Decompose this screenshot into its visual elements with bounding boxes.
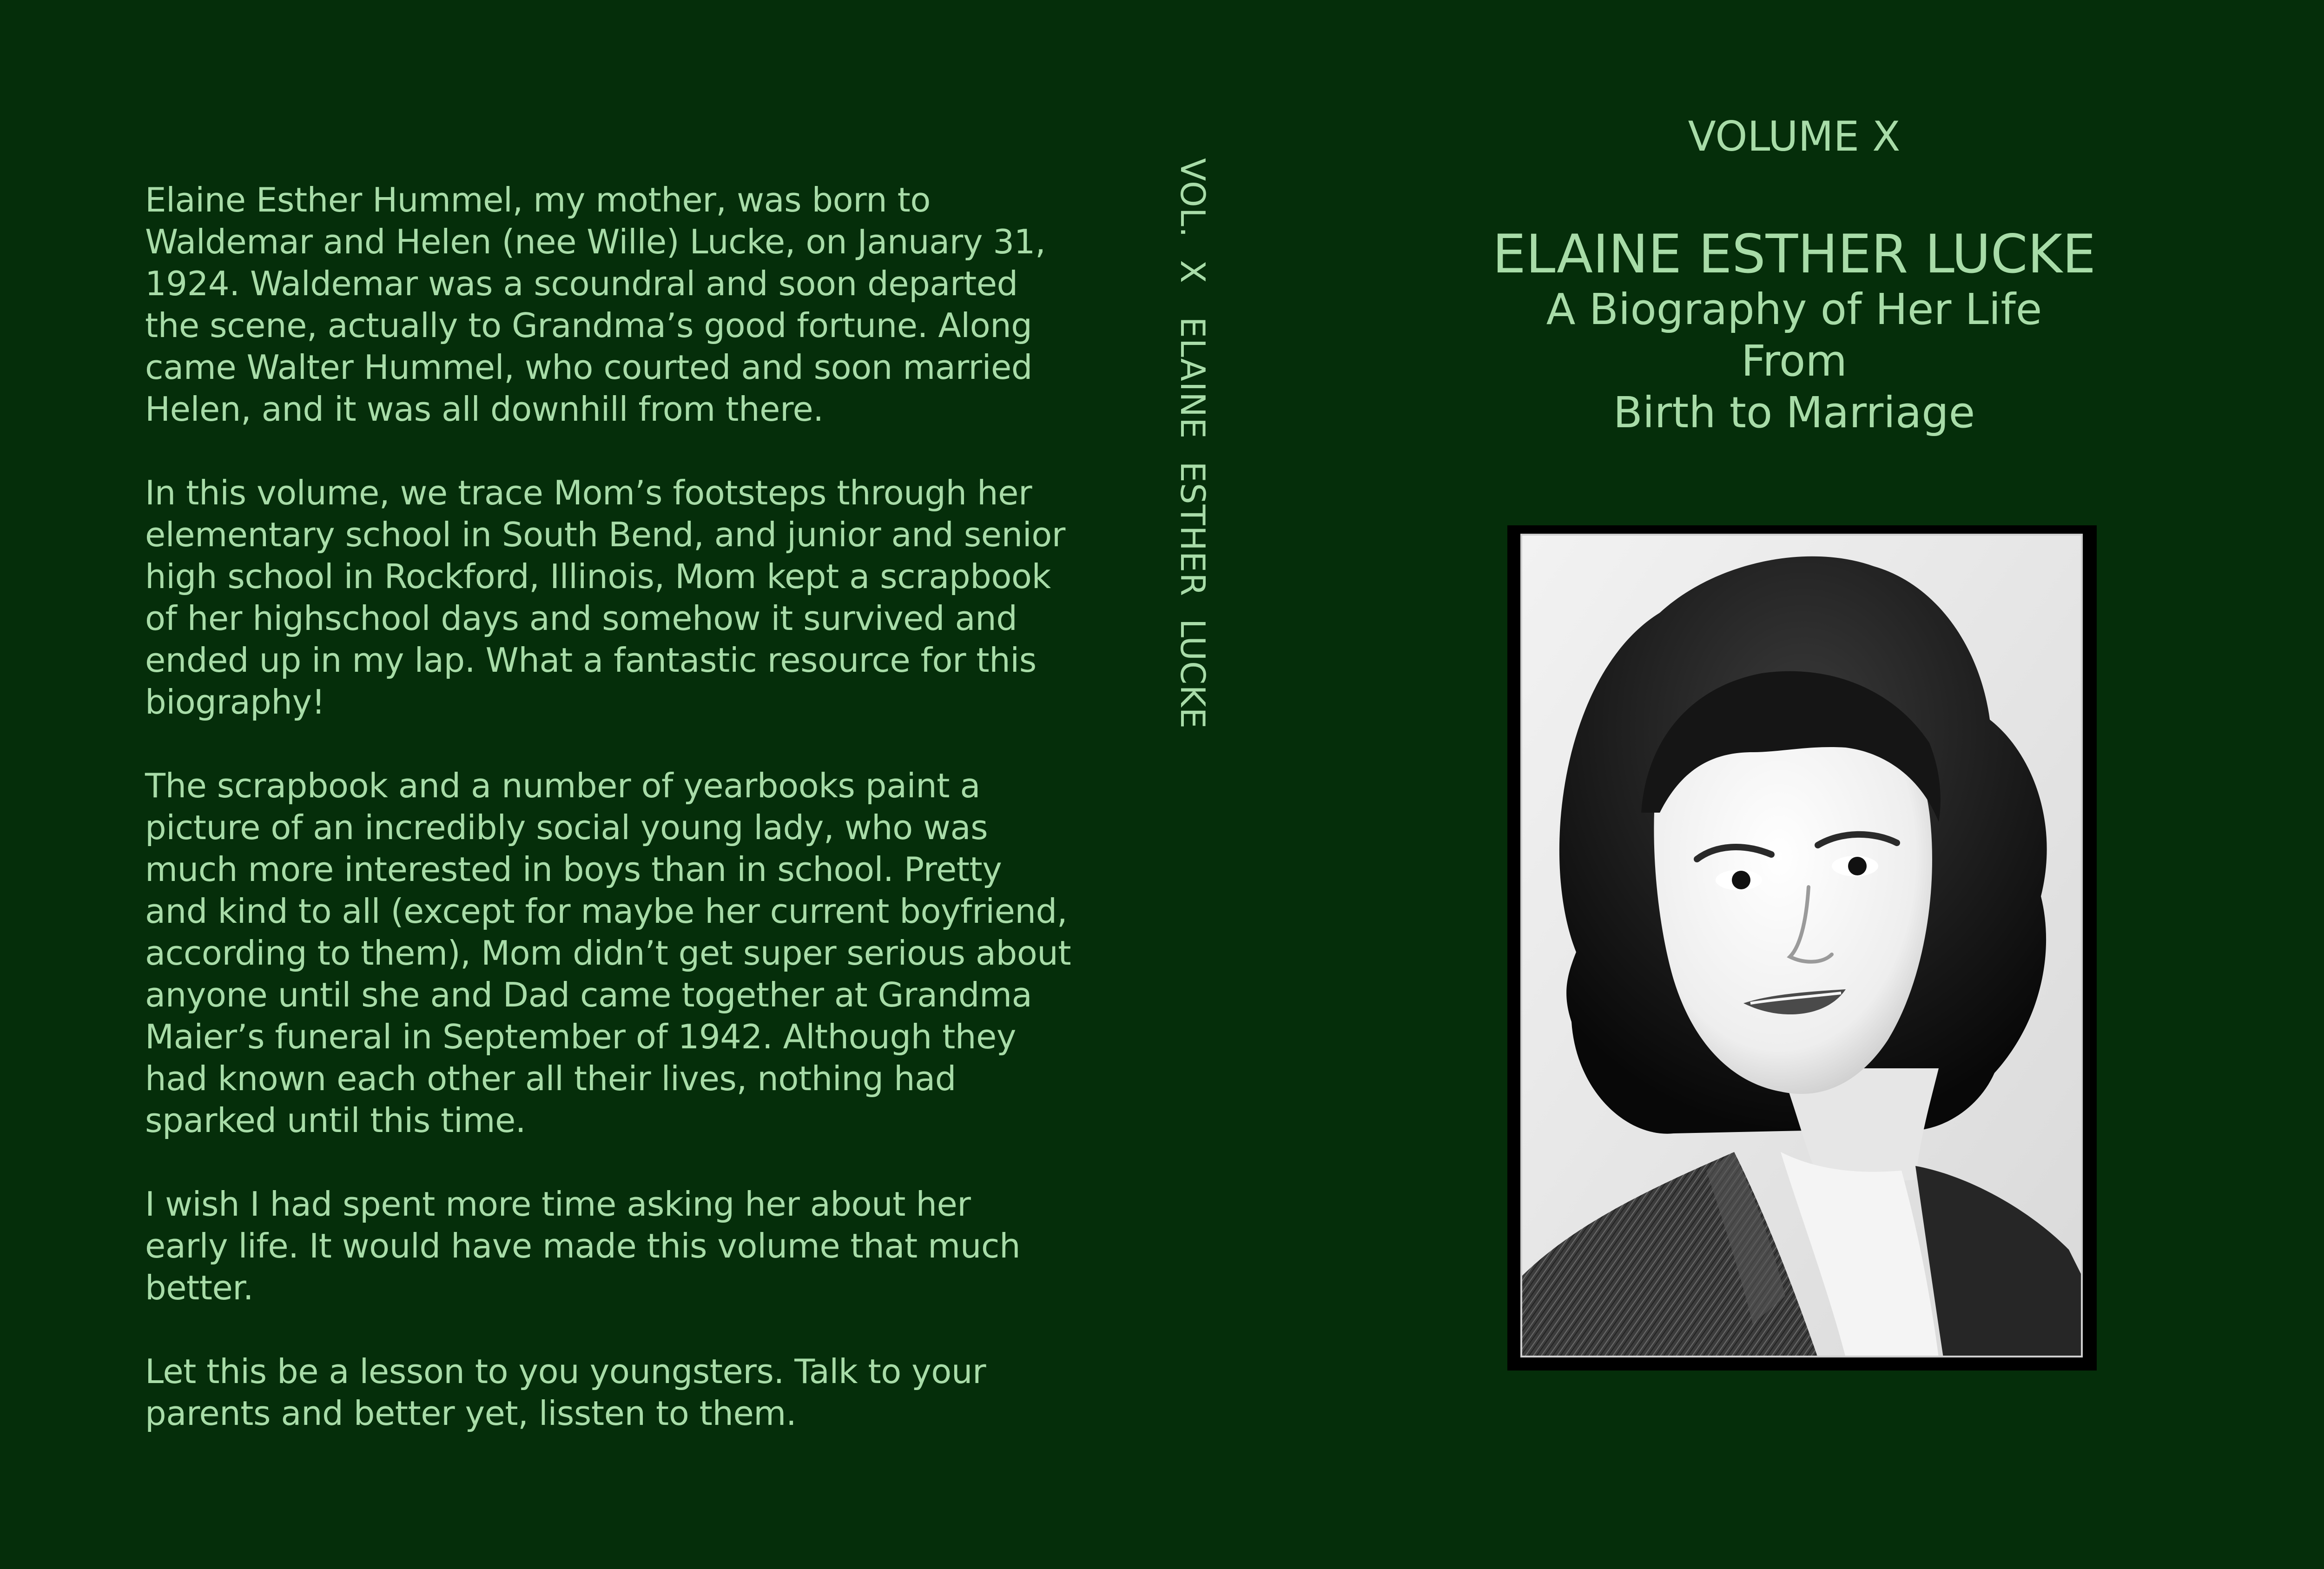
subtitle-line-2: From (1741, 336, 1847, 386)
spine-text: VOL. X ELAINE ESTHER LUCKE (1173, 158, 1212, 729)
subtitle-line-1: A Biography of Her Life (1546, 285, 2042, 334)
subtitle (1459, 284, 2129, 438)
paragraph-regret: I wish I had spent more time asking her about her early life. It would have made this volume that much better. (145, 1185, 1021, 1307)
portrait-frame (1507, 525, 2097, 1370)
back-cover-text (145, 179, 1098, 1476)
subtitle-line-3: Birth to Marriage (1613, 388, 1975, 437)
volume-label: VOLUME X (1688, 113, 1901, 160)
paragraph-school: In this volume, we trace Mom’s footsteps through her elementary school in South Bend, and junior and senior high school in Rockford, Illinois, Mom kept a scrapbook of her highschool days and somehow it survived and ended up in my lap. What a fantastic resource for this biography! (145, 473, 1065, 722)
portrait-photo (1520, 534, 2083, 1357)
paragraph-scrapbook: The scrapbook and a number of yearbooks paint a picture of an incredibly social young lady, who was much more interested in boys than in school. Pretty and kind to all (except for maybe her current boyfriend, according to them), Mom didn’t get super serious about anyone until she and Dad came together at Grandma Maier’s funeral in September of 1942. Although they had known each other all their lives, nothing had sparked until this time. (145, 766, 1071, 1140)
book-title: ELAINE ESTHER LUCKE (1492, 223, 2096, 285)
paragraph-birth: Elaine Esther Hummel, my mother, was born to Waldemar and Helen (nee Wille) Lucke, on January 31, 1924. Waldemar was a scoundral and soon departed the scene, actually to Grandma’s good fortune. Along came Walter Hummel, who courted and soon married Helen, and it was all downhill from there. (145, 180, 1046, 429)
paragraph-lesson: Let this be a lesson to you youngsters. Talk to your parents and better yet, lissten to them. (145, 1352, 986, 1433)
